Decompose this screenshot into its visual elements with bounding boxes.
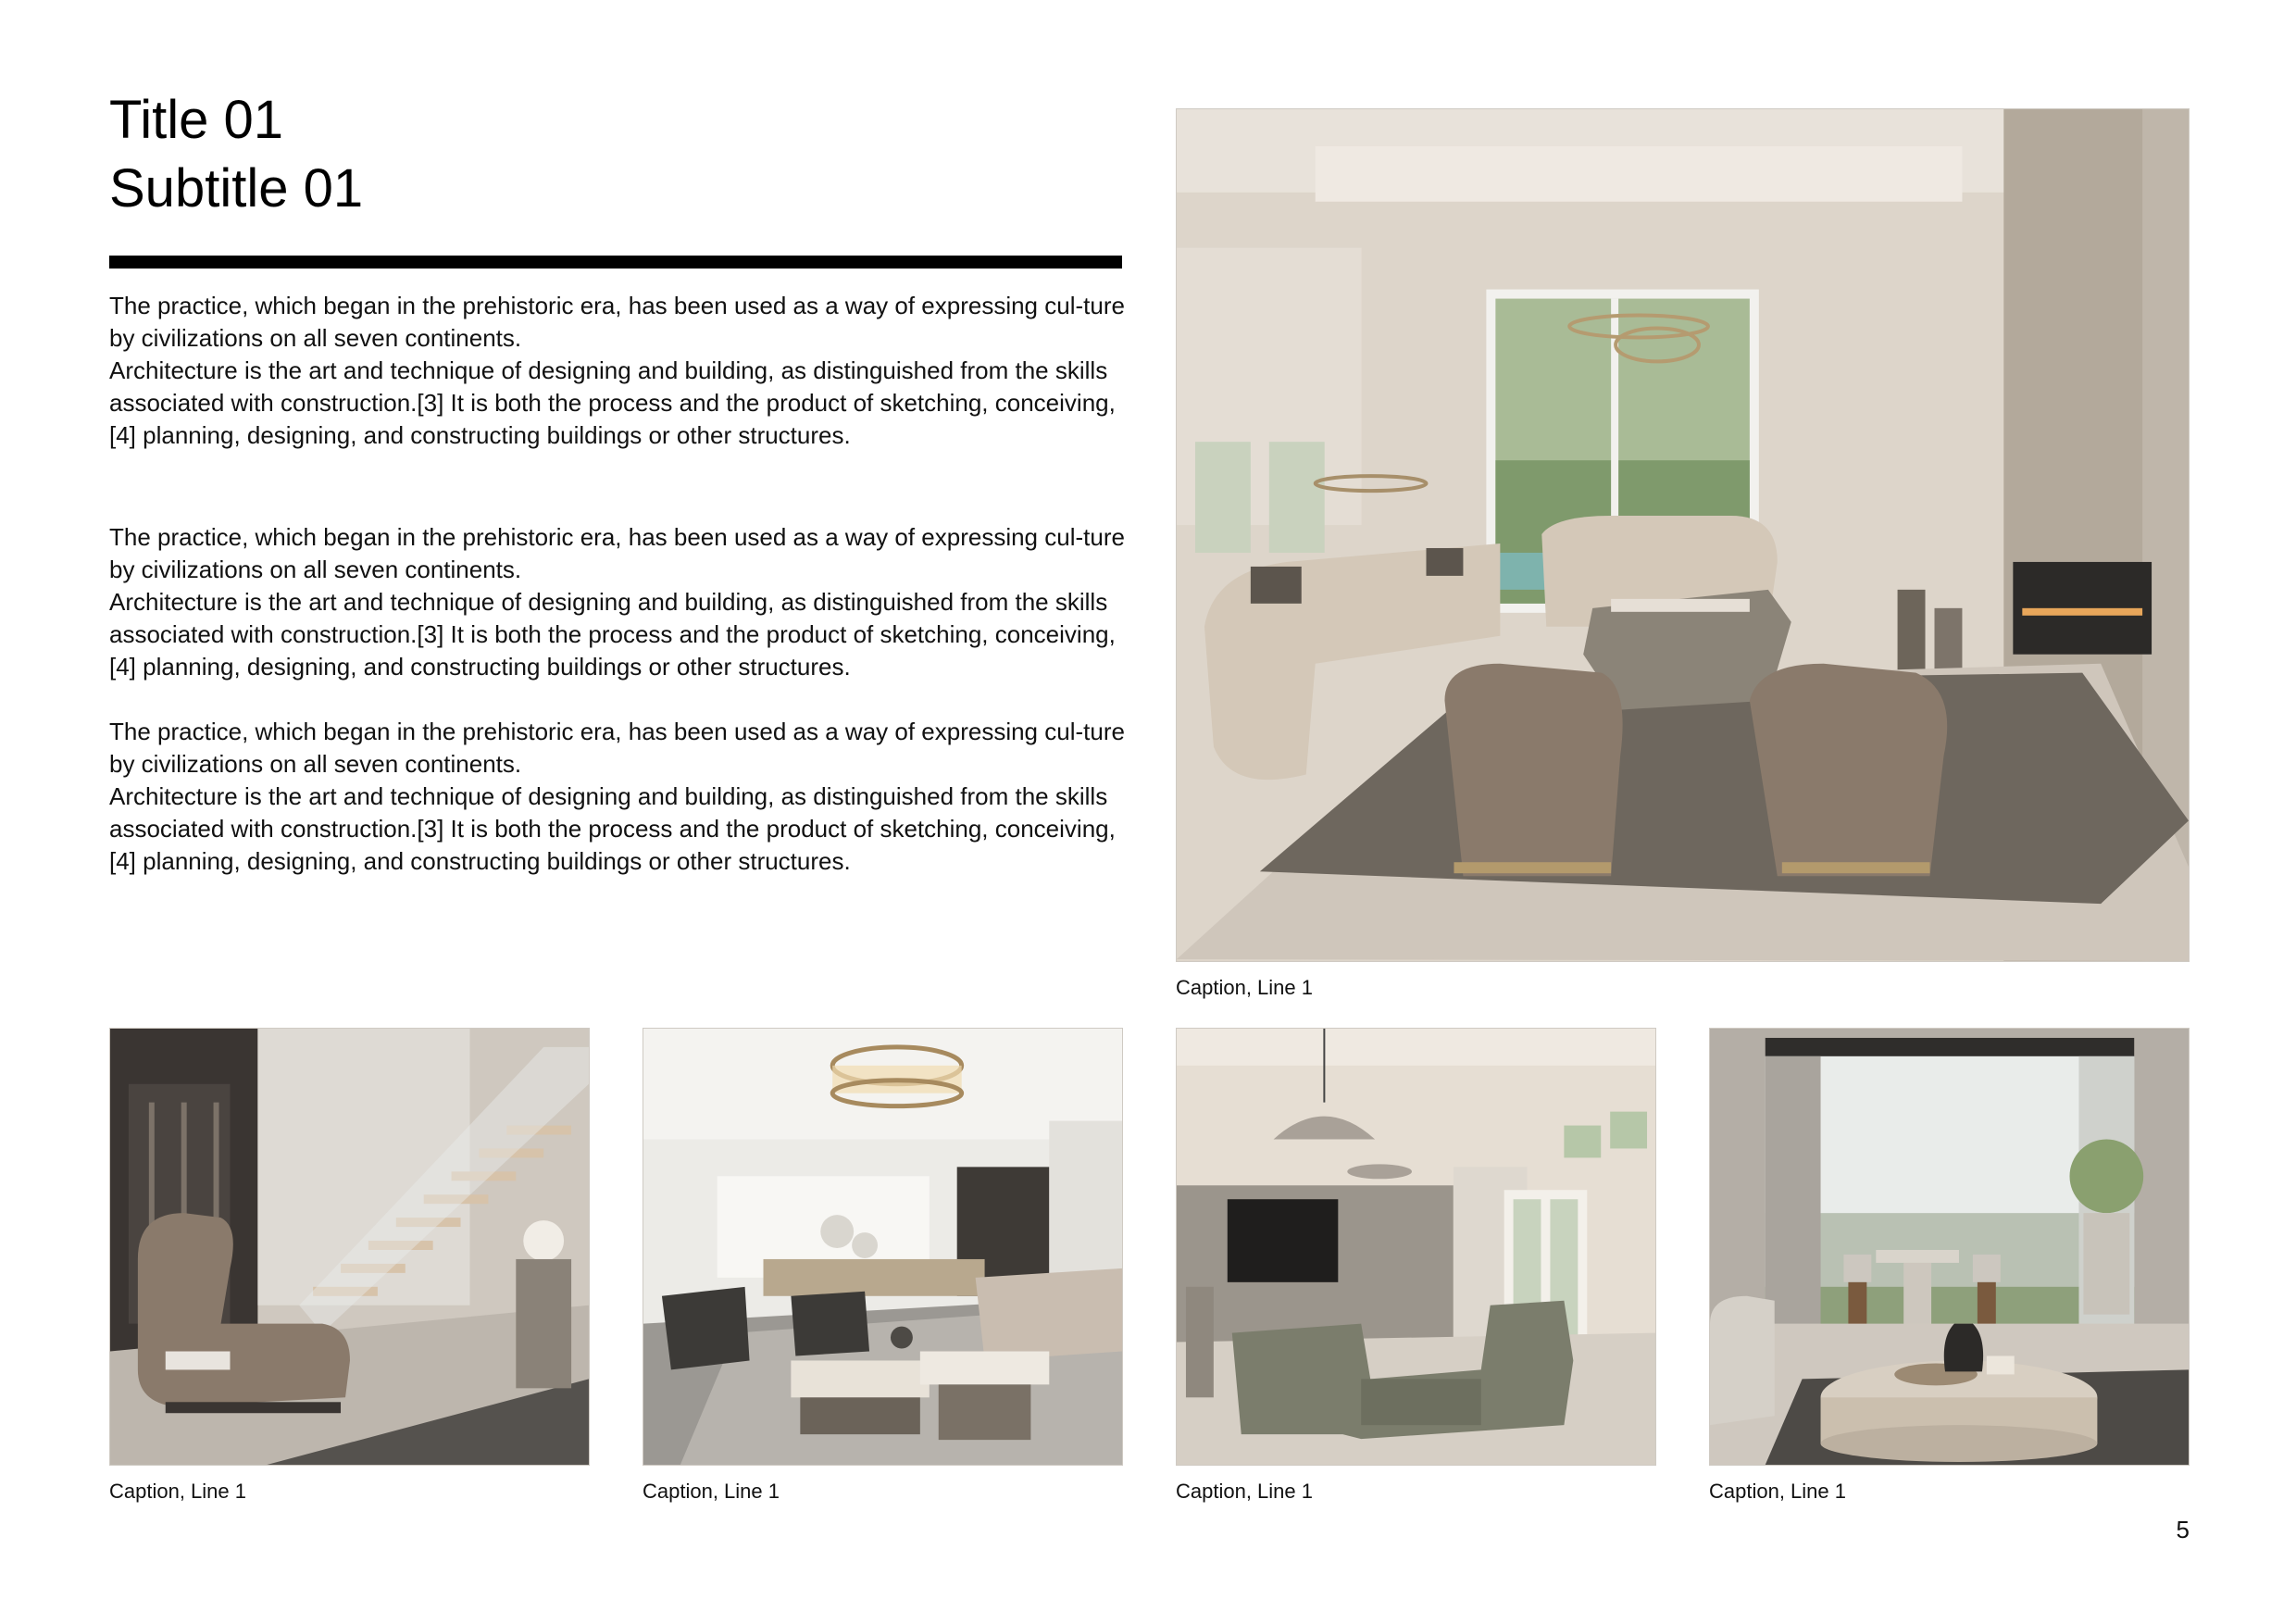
staircase-photo — [109, 1028, 590, 1466]
paragraph-line: Architecture is the art and technique of designing and building, as distinguished from the skills associated with construction.[3] It is both the process and the product of sketching, conceiving,[4] planning, designing, and constructing buildings or other structures. — [109, 782, 1116, 875]
thumb-caption-4: Caption, Line 1 — [1709, 1480, 1846, 1503]
kitchen-living-photo — [643, 1028, 1123, 1466]
title-divider — [109, 256, 1122, 269]
main-photo-caption: Caption, Line 1 — [1176, 976, 1313, 999]
paragraph-line: Architecture is the art and technique of designing and building, as distinguished from the skills associated with construction.[3] It is both the process and the product of sketching, conceiving,[4] planning, designing, and constructing buildings or other structures. — [109, 588, 1116, 681]
body-paragraph-3 — [109, 716, 1128, 878]
page-number: 5 — [2176, 1516, 2190, 1543]
tv-lounge-illustration — [1177, 1029, 1655, 1465]
paragraph-line: Architecture is the art and technique of designing and building, as distinguished from the skills associated with construction.[3] It is both the process and the product of sketching, conceiving,[4] planning, designing, and constructing buildings or other structures. — [109, 356, 1116, 449]
living-room-illustration — [1177, 109, 2189, 961]
body-paragraph-2 — [109, 521, 1128, 683]
page-title: Title 01 — [109, 90, 284, 150]
window-view-illustration — [1710, 1029, 2189, 1465]
kitchen-living-illustration — [643, 1029, 1122, 1465]
thumb-caption-2: Caption, Line 1 — [643, 1480, 780, 1503]
page-subtitle: Subtitle 01 — [109, 158, 364, 219]
tv-lounge-photo — [1176, 1028, 1656, 1466]
window-view-photo — [1709, 1028, 2190, 1466]
staircase-illustration — [110, 1029, 589, 1465]
main-living-room-photo — [1176, 108, 2190, 962]
thumb-caption-1: Caption, Line 1 — [109, 1480, 246, 1503]
body-paragraph-1 — [109, 290, 1128, 452]
thumb-caption-3: Caption, Line 1 — [1176, 1480, 1313, 1503]
paragraph-line: The practice, which began in the prehistoric era, has been used as a way of expressing cul-ture by civilizations on all seven continents. — [109, 718, 1125, 778]
paragraph-line: The practice, which began in the prehistoric era, has been used as a way of expressing cul-ture by civilizations on all seven continents. — [109, 292, 1125, 352]
paragraph-line: The practice, which began in the prehistoric era, has been used as a way of expressing cul-ture by civilizations on all seven continents. — [109, 523, 1125, 583]
